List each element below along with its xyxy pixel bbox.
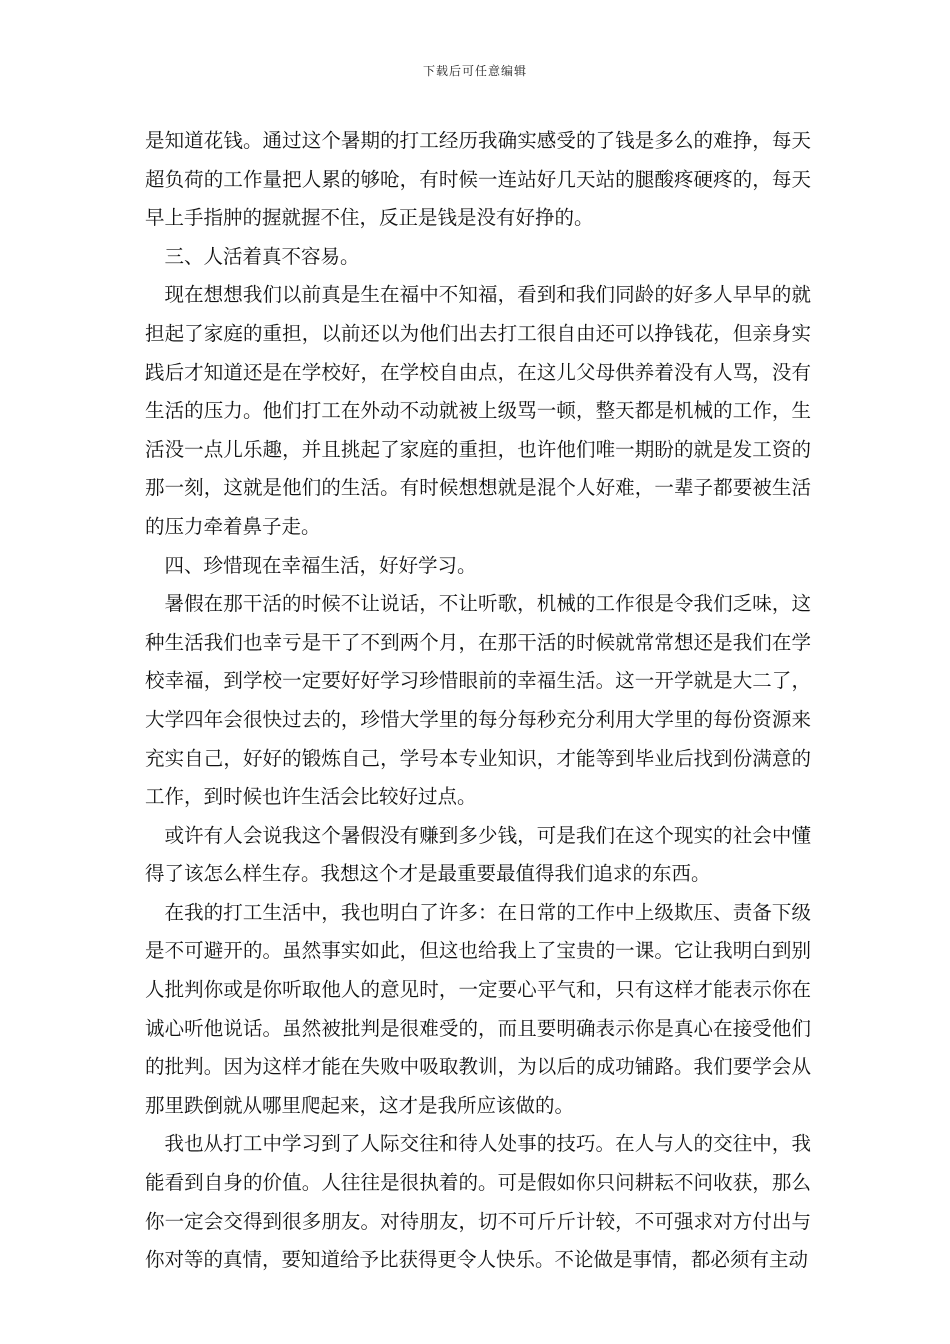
paragraph-continued: 是知道花钱。通过这个暑期的打工经历我确实感受的了钱是多么的难挣，每天超负荷的工作量把人累的够呛，有时候一连站好几天站的腿酸疼硬疼的，每天早上手指肿的握就握不住，反正是钱是没有好挣的。: [145, 129, 811, 230]
paragraph: 在我的打工生活中，我也明白了许多：在日常的工作中上级欺压、责备下级是不可避开的。虽然事实如此，但这也给我上了宝贵的一课。它让我明白到别人批判你或是你听取他人的意见时，一定要心平气和，只有这样才能表示你在诚心听他说话。虽然被批判是很难受的，而且要明确表示你是真心在接受他们的批判。因为这样才能在失败中吸取教训，为以后的成功铺路。我们要学会从那里跌倒就从哪里爬起来，这才是我所应该做的。: [145, 900, 811, 1117]
document-body: [145, 122, 811, 1280]
paragraph: 暑假在那干活的时候不让说话，不让听歌，机械的工作很是令我们乏味，这种生活我们也幸亏是干了不到两个月，在那干活的时候就常常想还是我们在学校幸福，到学校一定要好好学习珍惜眼前的幸福生活。这一开学就是大二了，大学四年会很快过去的，珍惜大学里的每分每秒充分利用大学里的每份资源来充实自己，好好的锻炼自己，学号本专业知识，才能等到毕业后找到份满意的工作，到时候也许生活会比较好过点。: [145, 592, 811, 809]
section-heading-3: 三、人活着真不容易。: [164, 244, 360, 268]
paragraph: 现在想想我们以前真是生在福中不知福，看到和我们同龄的好多人早早的就担起了家庭的重担，以前还以为他们出去打工很自由还可以挣钱花，但亲身实践后才知道还是在学校好，在学校自由点，在这儿父母供养着没有人骂，没有生活的压力。他们打工在外动不动就被上级骂一顿，整天都是机械的工作，生活没一点儿乐趣，并且挑起了家庭的重担，也许他们唯一期盼的就是发工资的那一刻，这就是他们的生活。有时候想想就是混个人好难，一辈子都要被生活的压力牵着鼻子走。: [145, 283, 811, 538]
page-header: 下载后可任意编辑: [422, 64, 527, 78]
section-heading-4: 四、珍惜现在幸福生活，好好学习。: [164, 553, 477, 577]
paragraph: 或许有人会说我这个暑假没有赚到多少钱，可是我们在这个现实的社会中懂得了该怎么样生存。我想这个才是最重要最值得我们追求的东西。: [145, 823, 811, 886]
paragraph: 我也从打工中学习到了人际交往和待人处事的技巧。在人与人的交往中，我能看到自身的价值。人往往是很执着的。可是假如你只问耕耘不问收获，那么你一定会交得到很多朋友。对待朋友，切不可斤斤计较，不可强求对方付出与你对等的真情，要知道给予比获得更令人快乐。不论做是事情，都必须有主动: [145, 1132, 811, 1272]
